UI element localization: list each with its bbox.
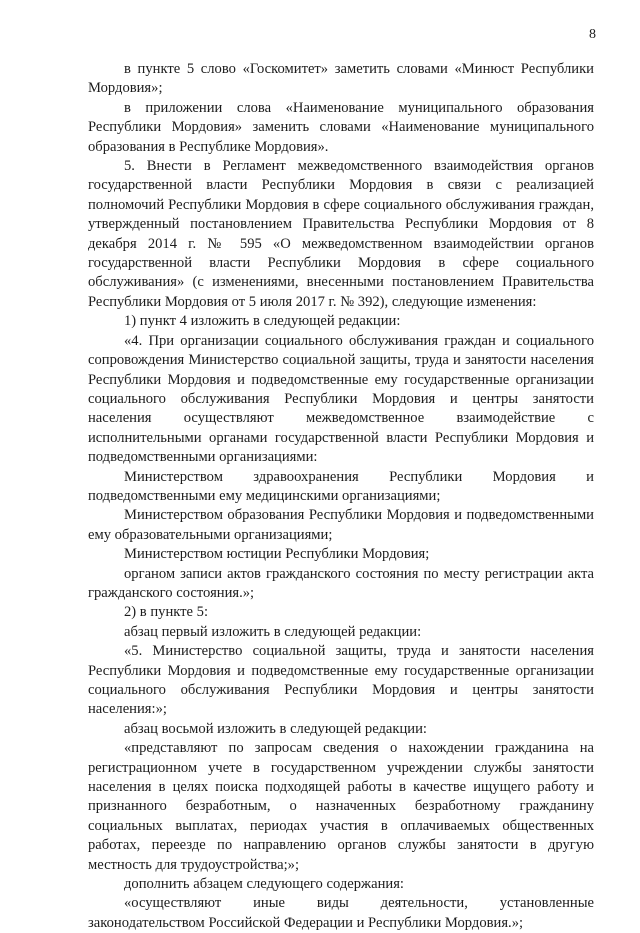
paragraph-10: 2) в пункте 5: bbox=[124, 604, 209, 621]
paragraph-3: 5. Внести в Регламент межведомственного взаимодействия органов государственной власти Республики Мордовия в связи с реализацией полномочий Республики Мордовия в сфере социального обслуживания граждан, утвержденный постановлением Правительства Республики Мордовия от 8 декабря 2014 г. № 595 «О межведомственном взаимодействии органов государственной власти Республики Мордовия в сфере социального обслуживания» (с изменениями, внесенными постановлением Правительства Республики Мордовия от 5 июля 2017 г. № 392), следующие изменения: bbox=[88, 158, 594, 310]
paragraph-15: дополнить абзацем следующего содержания: bbox=[124, 876, 404, 893]
paragraph-13: абзац восьмой изложить в следующей редакции: bbox=[124, 720, 427, 737]
paragraph-9: органом записи актов гражданского состояния по месту регистрации акта гражданского состояния.»; bbox=[88, 565, 594, 601]
page-number: 8 bbox=[589, 27, 596, 42]
paragraph-5: «4. При организации социального обслуживания граждан и социального сопровождения Министерство социальной защиты, труда и занятости населения Республики Мордовия и подведомственные ему государственные организации социального обслуживания Республики Мордовия и центры занятости населения осуществляют межведомственное взаимодействие с исполнительными органами государственной власти Республики Мордовия и подведомственными организациями: bbox=[88, 332, 594, 466]
paragraph-8: Министерством юстиции Республики Мордовия; bbox=[124, 546, 430, 563]
paragraph-12: «5. Министерство социальной защиты, труда и занятости населения Республики Мордовия и подведомственные ему государственные организации социального обслуживания Республики Мордовия и центры занятости населения:»; bbox=[88, 643, 594, 718]
paragraph-2: в приложении слова «Наименование муниципального образования Республики Мордовия» заменить словами «Наименование муниципального образования в Республике Мордовия». bbox=[88, 99, 594, 155]
paragraph-14: «представляют по запросам сведения о нахождении гражданина на регистрационном учете в государственном учреждении службы занятости населения в целях поиска подходящей работы в качестве ищущего работу и признанного безработным, о назначенных безработному гражданину социальных выплатах, периодах участия в оплачиваемых общественных работах, переезде по направлению органов службы занятости в другую местность для трудоустройства;»; bbox=[88, 740, 594, 873]
paragraph-1: в пункте 5 слово «Госкомитет» заметить словами «Минюст Республики Мордовия»; bbox=[88, 61, 594, 97]
paragraph-7: Министерством образования Республики Мордовия и подведомственными ему образовательными организациями; bbox=[88, 507, 594, 543]
paragraph-4: 1) пункт 4 изложить в следующей редакции: bbox=[124, 313, 401, 330]
paragraph-16: «осуществляют иные виды деятельности, установленные законодательством Российской Федерации и Республики Мордовия.»; bbox=[88, 895, 594, 931]
document-body bbox=[88, 60, 594, 933]
paragraph-6: Министерством здравоохранения Республики Мордовия и подведомственными ему медицинскими организациями; bbox=[88, 468, 594, 504]
paragraph-11: абзац первый изложить в следующей редакции: bbox=[124, 623, 422, 640]
